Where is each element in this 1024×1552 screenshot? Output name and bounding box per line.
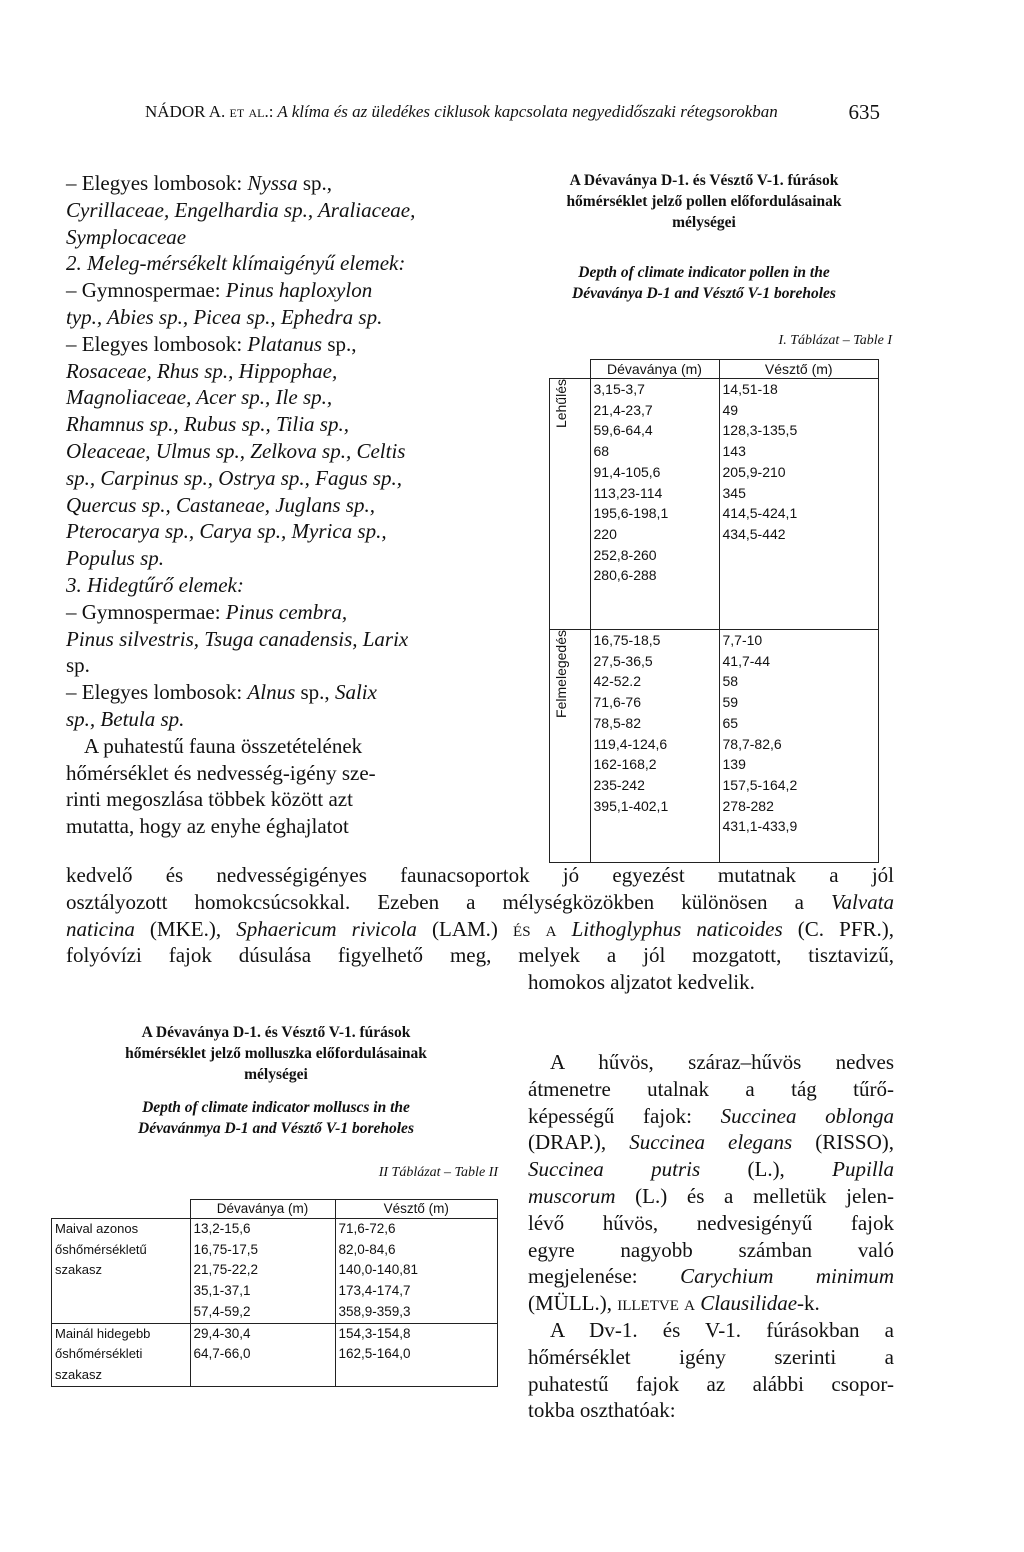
text-line: A Dv-1. és V-1. fúrásokban a bbox=[550, 1317, 894, 1342]
text-line: Succinea putris (L.), Pupilla bbox=[528, 1157, 894, 1182]
text-line: osztályozott homokcsúcsokkal. Ezeben a mélységközökben különösen a Valvata bbox=[66, 889, 894, 914]
row-label: Maival azonos őshőmérsékletű szakasz bbox=[52, 1219, 191, 1324]
text-line: muscorum (L.) és a melletük jelen- bbox=[528, 1183, 894, 1208]
text-line: Rhamnus sp., Rubus sp., Tilia sp., bbox=[66, 412, 349, 437]
section-heading: 3. Hidegtűrő elemek: bbox=[66, 572, 244, 597]
row-label: Lehűlés bbox=[553, 379, 569, 429]
column-header: Dévaványa (m) bbox=[190, 1200, 335, 1219]
text-line: Quercus sp., Castaneae, Juglans sp., bbox=[66, 492, 375, 517]
text-line: – Elegyes lombosok: Platanus sp., bbox=[66, 331, 357, 356]
table-2 bbox=[51, 1199, 498, 1387]
text-line: sp., Carpinus sp., Ostrya sp., Fagus sp., bbox=[66, 465, 403, 490]
table-cell: 13,2-15,6 16,75-17,5 21,75-22,2 35,1-37,1 57,4-59,2 bbox=[190, 1219, 335, 1324]
text-line: (MÜLL.), illetve a Clausilidae-k. bbox=[528, 1291, 820, 1316]
table2-caption-en: Depth of climate indicator molluscs in the Dévavánmya D-1 and Vésztő V-1 boreholes bbox=[138, 1099, 414, 1137]
text-line: lévő hűvös, nedvesigényű fajok bbox=[528, 1210, 894, 1235]
text-line: A puhatestű fauna összetételének bbox=[84, 733, 363, 758]
text-line: sp., Betula sp. bbox=[66, 706, 185, 731]
text-line: megjelenése: Carychium minimum bbox=[528, 1264, 894, 1289]
text-line: mutatta, hogy az enyhe éghajlatot bbox=[66, 814, 349, 839]
table-cell: 16,75-18,5 27,5-36,5 42-52.2 71,6-76 78,5-82 119,4-124,6 162-168,2 235-242 395,1-402,1 bbox=[590, 630, 719, 863]
text-line: – Elegyes lombosok: Nyssa sp., bbox=[66, 171, 333, 195]
table-row bbox=[52, 1219, 498, 1324]
row-label: Felmelegedés bbox=[553, 630, 569, 718]
text-line: hőmérséklet igény szerinti a bbox=[528, 1344, 894, 1369]
text-line: Rosaceae, Rhus sp., Hippophae, bbox=[66, 358, 338, 383]
text-line: (DRAP.), Succinea elegans (RISSO), bbox=[528, 1130, 894, 1155]
table-cell: 3,15-3,7 21,4-23,7 59,6-64,4 68 91,4-105,6 113,23-114 195,6-198,1 220 252,8-260 280,6-288 bbox=[590, 379, 719, 630]
table2-label: II Táblázat – Table II bbox=[378, 1165, 498, 1180]
table-cell: 14,51-18 49 128,3-135,5 143 205,9-210 345 414,5-424,1 434,5-442 bbox=[719, 379, 879, 630]
text-line: folyóvízi fajok dúsulása figyelhető meg, melyek a jól mozgatott, tisztavizű, bbox=[66, 943, 894, 968]
text-line: képességű fajok: Succinea oblonga bbox=[528, 1103, 894, 1128]
text-line: Oleaceae, Ulmus sp., Zelkova sp., Celtis bbox=[66, 438, 406, 463]
table2-caption-hu: A Dévaványa D-1. és Vésztő V-1. fúrások hőmérséklet jelző molluszka előfordulásainak mélységei bbox=[125, 1024, 427, 1083]
text-line: Pterocarya sp., Carya sp., Myrica sp., bbox=[66, 519, 387, 544]
text-line: typ., Abies sp., Picea sp., Ephedra sp. bbox=[66, 304, 383, 329]
table-row bbox=[550, 630, 879, 863]
table1-caption-en: Depth of climate indicator pollen in the Dévaványa D-1 and Vésztő V-1 boreholes bbox=[572, 264, 836, 302]
text-line: átmenetre utalnak a tág tűrő- bbox=[528, 1076, 894, 1101]
text-line: Populus sp. bbox=[66, 546, 165, 571]
text-line: puhatestű fajok az alábbi csopor- bbox=[528, 1371, 894, 1396]
full-width-text bbox=[66, 862, 894, 996]
column-header: Dévaványa (m) bbox=[590, 360, 719, 379]
text-line: Magnoliaceae, Acer sp., Ile sp., bbox=[66, 385, 333, 410]
header-author: NÁDOR A. et al.: bbox=[145, 102, 274, 121]
text-line: sp. bbox=[66, 653, 90, 678]
table-cell: 7,7-10 41,7-44 58 59 65 78,7-82,6 139 157,5-164,2 278-282 431,1-433,9 bbox=[719, 630, 879, 863]
table-row bbox=[550, 379, 879, 630]
text-line: – Elegyes lombosok: Alnus sp., Salix bbox=[66, 680, 377, 705]
left-column-text bbox=[66, 170, 474, 840]
table1-caption-hu: A Dévaványa D-1. és Vésztő V-1. fúrások hőmérséklet jelző pollen előfordulásainak mélységei bbox=[566, 172, 842, 231]
row-label: Mainál hidegebb őshőmérsékleti szakasz bbox=[52, 1323, 191, 1386]
table-cell: 71,6-72,6 82,0-84,6 140,0-140,81 173,4-174,7 358,9-359,3 bbox=[335, 1219, 498, 1324]
text-line: homokos aljzatot kedvelik. bbox=[528, 970, 755, 995]
column-header: Vésztő (m) bbox=[719, 360, 879, 379]
section-heading: 2. Meleg-mérsékelt klímaigényű elemek: bbox=[66, 251, 406, 276]
text-line: Symplocaceae bbox=[66, 224, 187, 249]
text-line: hőmérséklet és nedvesség-igény sze- bbox=[66, 760, 376, 785]
text-line: A hűvös, száraz–hűvös nedves bbox=[550, 1050, 894, 1074]
text-line: rinti megoszlása többek között azt bbox=[66, 787, 353, 812]
right-column-text bbox=[528, 1049, 894, 1424]
table-1 bbox=[549, 359, 879, 863]
table-header-row bbox=[550, 360, 879, 379]
table-cell: 154,3-154,8 162,5-164,0 bbox=[335, 1323, 498, 1386]
table-row bbox=[52, 1323, 498, 1386]
column-header: Vésztő (m) bbox=[335, 1200, 498, 1219]
page-number: 635 bbox=[848, 100, 880, 124]
header-title: A klíma és az üledékes ciklusok kapcsolata negyedidőszaki rétegsorokban bbox=[277, 102, 778, 121]
running-header bbox=[145, 102, 880, 122]
table1-label: I. Táblázat – Table I bbox=[778, 333, 892, 348]
text-line: Pinus silvestris, Tsuga canadensis, Larix bbox=[66, 626, 409, 651]
text-line: naticina (MKE.), Sphaericum rivicola (LAM.) és a Lithoglyphus naticoides (C. PFR.), bbox=[66, 916, 894, 941]
text-line: – Gymnospermae: Pinus haploxylon bbox=[66, 278, 373, 303]
text-line: tokba oszthatóak: bbox=[528, 1398, 676, 1423]
text-line: Cyrillaceae, Engelhardia sp., Araliaceae, bbox=[66, 197, 416, 222]
table-header-row bbox=[52, 1200, 498, 1219]
text-line: kedvelő és nedvességigényes faunacsoportok jó egyezést mutatnak a jól bbox=[66, 863, 894, 887]
table-cell: 29,4-30,4 64,7-66,0 bbox=[190, 1323, 335, 1386]
text-line: – Gymnospermae: Pinus cembra, bbox=[66, 599, 348, 624]
text-line: egyre nagyobb számban való bbox=[528, 1237, 894, 1262]
